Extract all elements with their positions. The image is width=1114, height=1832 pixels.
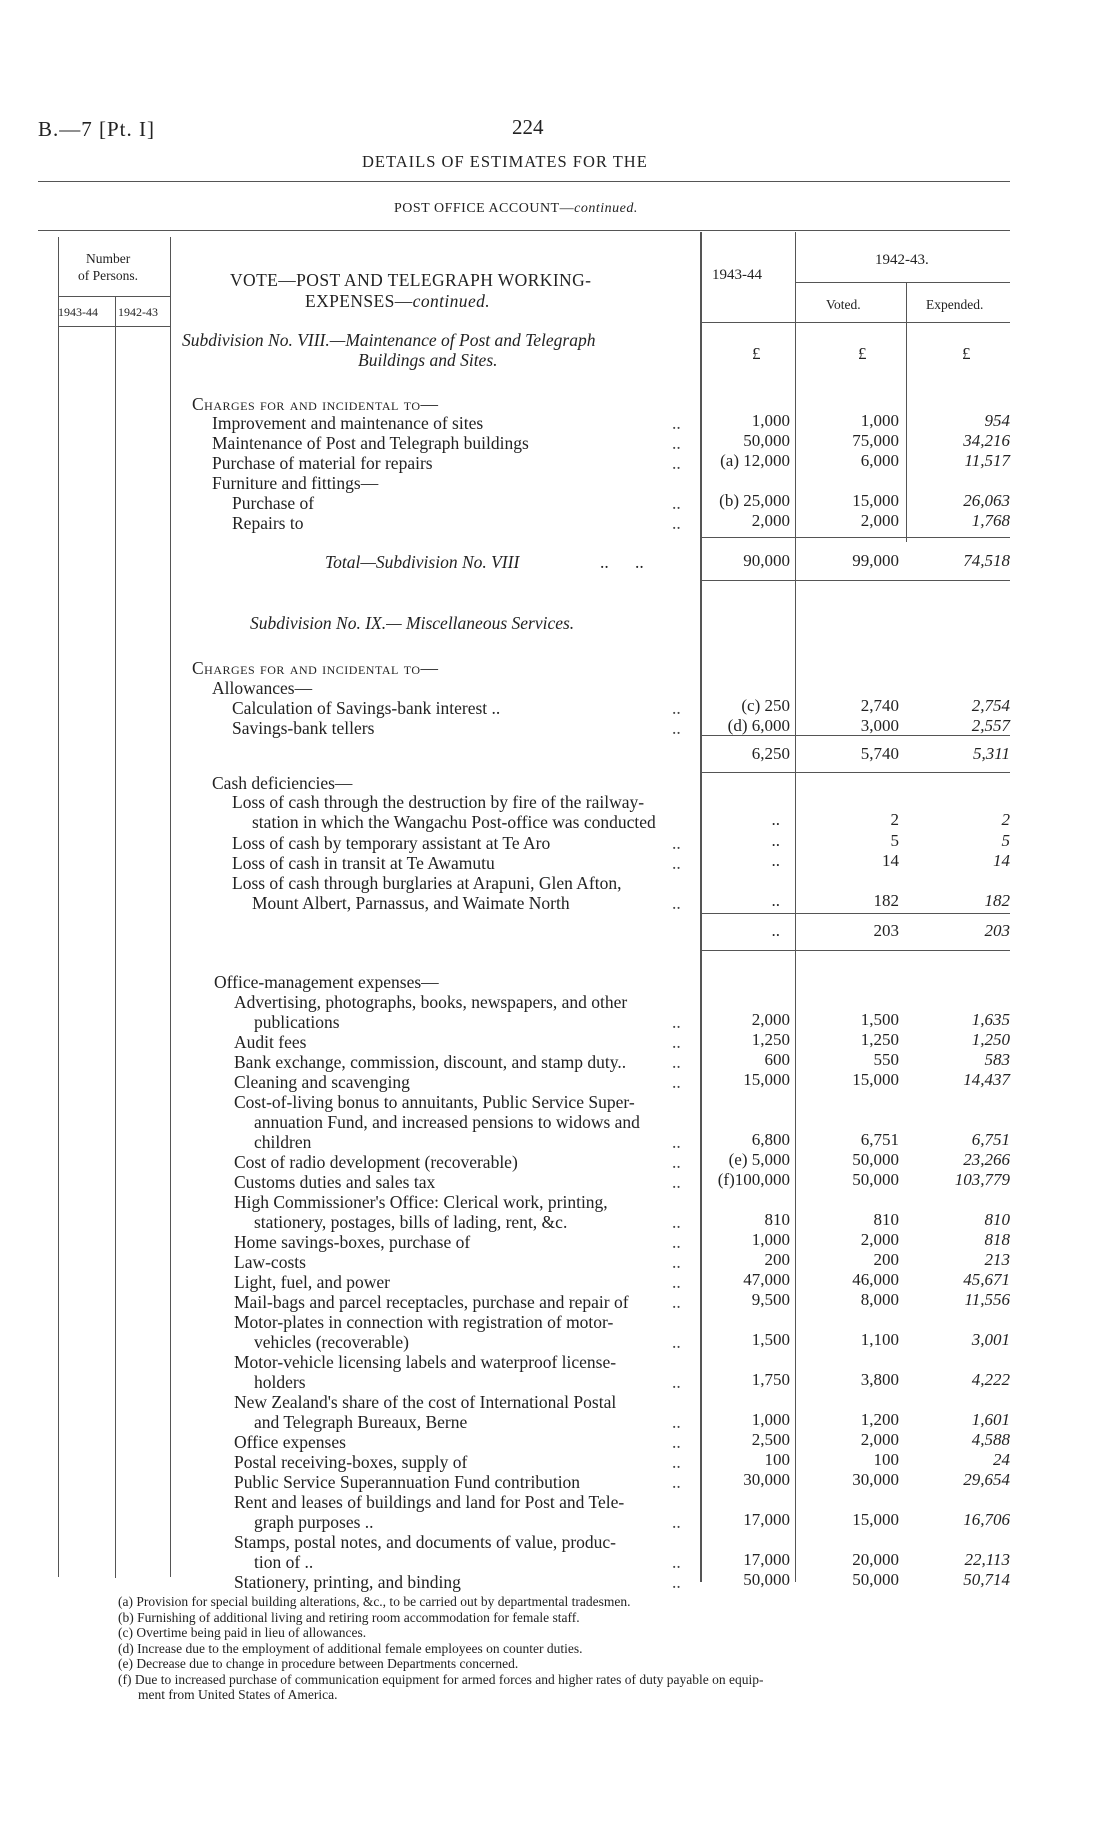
footnote: (d) Increase due to the employment of additional female employees on counter duties. bbox=[118, 1640, 583, 1656]
expended-1942-value: 11,556 bbox=[964, 1290, 1010, 1309]
sub8-total-voted: 99,000 bbox=[852, 551, 899, 570]
office-row-label: Bank exchange, commission, discount, and stamp duty.. bbox=[234, 1052, 627, 1072]
voted-1942-value: 1,100 bbox=[860, 1330, 899, 1349]
sub8-row-label: Purchase of bbox=[232, 493, 315, 513]
estimate-1943-value: .. bbox=[771, 831, 780, 850]
sub8-total-est: 90,000 bbox=[743, 551, 790, 570]
voted-1942-value: 550 bbox=[873, 1050, 899, 1069]
col-header-voted: Voted. bbox=[826, 297, 861, 312]
office-row-label: Public Service Superannuation Fund contribution bbox=[234, 1472, 581, 1492]
expended-1942-value: 4,588 bbox=[971, 1430, 1010, 1449]
allow-pre-total-rule bbox=[700, 735, 1010, 736]
voted-1942-value: 46,000 bbox=[852, 1270, 899, 1289]
office-row-label-cont: annuation Fund, and increased pensions to widows and bbox=[254, 1112, 640, 1132]
voted-1942-value: 75,000 bbox=[852, 431, 899, 450]
estimate-1943-value: 6,800 bbox=[751, 1130, 790, 1149]
expended-1942-value: 24 bbox=[993, 1450, 1010, 1469]
office-row-label: Stamps, postal notes, and documents of value, produc- bbox=[234, 1532, 617, 1552]
expended-1942-value: 22,113 bbox=[964, 1550, 1010, 1569]
sub8-row-label: Repairs to bbox=[232, 513, 304, 533]
sub8-post-total-rule bbox=[700, 580, 1010, 581]
allow-total-voted: 5,740 bbox=[860, 744, 899, 763]
persons-header-rule bbox=[58, 296, 170, 297]
voted-left-rule bbox=[795, 232, 796, 1582]
dot-leader: .. bbox=[672, 853, 681, 873]
expended-1942-value: 182 bbox=[984, 891, 1010, 910]
expended-1942-value: 2,557 bbox=[971, 716, 1010, 735]
estimate-1943-value: 15,000 bbox=[743, 1070, 790, 1089]
office-row-label-cont: publications bbox=[254, 1012, 340, 1032]
expended-1942-value: 213 bbox=[984, 1250, 1010, 1269]
vote-title-continued: continued. bbox=[412, 291, 491, 311]
expended-1942-value: 3,001 bbox=[971, 1330, 1010, 1349]
dot-leader: .. bbox=[672, 1332, 681, 1352]
cash-row-label: Loss of cash in transit at Te Awamutu bbox=[232, 853, 495, 873]
cash-total-exp: 203 bbox=[984, 921, 1010, 940]
dot-leader: .. bbox=[672, 1292, 681, 1312]
sub9-charges-heading: Charges for and incidental to— bbox=[192, 658, 439, 678]
voted-1942-value: 3,800 bbox=[860, 1370, 899, 1389]
estimate-1943-value: .. bbox=[771, 851, 780, 870]
voted-1942-value: 20,000 bbox=[852, 1550, 899, 1569]
expended-1942-value: 16,706 bbox=[963, 1510, 1010, 1529]
office-row-label: Home savings-boxes, purchase of bbox=[234, 1232, 471, 1252]
expended-1942-value: 2,754 bbox=[971, 696, 1010, 715]
col-header-1942: 1942-43. bbox=[875, 252, 929, 268]
office-row-label-cont: graph purposes .. bbox=[254, 1512, 374, 1532]
sub8-pre-total-rule bbox=[700, 537, 1010, 538]
expended-1942-value: 1,768 bbox=[971, 511, 1010, 530]
voted-1942-value: 2,000 bbox=[860, 511, 899, 530]
dot-leader: .. bbox=[672, 718, 681, 738]
dot-leader: .. bbox=[672, 893, 681, 913]
sub8-title: Subdivision No. VIII.—Maintenance of Post and Telegraph bbox=[182, 330, 596, 350]
vote-title-2 bbox=[305, 291, 490, 312]
estimate-1943-value: (a) 12,000 bbox=[720, 451, 790, 470]
cash-row-label-cont: station in which the Wangachu Post-office was conducted bbox=[252, 812, 656, 832]
sub8-total-label: Total—Subdivision No. VIII bbox=[325, 552, 520, 572]
cash-row-label: Loss of cash through the destruction by fire of the railway- bbox=[232, 792, 645, 812]
estimate-1943-value: 17,000 bbox=[743, 1550, 790, 1569]
office-row-label: Light, fuel, and power bbox=[234, 1272, 390, 1292]
office-row-label-cont: vehicles (recoverable) bbox=[254, 1332, 409, 1352]
voted-1942-value: 3,000 bbox=[860, 716, 899, 735]
dot-leader: .. bbox=[672, 1412, 681, 1432]
estimate-1943-value: 2,000 bbox=[751, 1010, 790, 1029]
dot-leader: .. bbox=[672, 1212, 681, 1232]
voted-1942-value: 1,500 bbox=[860, 1010, 899, 1029]
office-row-label: Cost of radio development (recoverable) bbox=[234, 1152, 518, 1172]
sub9-title: Subdivision No. IX.— Miscellaneous Services. bbox=[250, 613, 575, 633]
office-row-label: High Commissioner's Office: Clerical work, printing, bbox=[234, 1192, 608, 1212]
expended-1942-value: 1,250 bbox=[971, 1030, 1010, 1049]
office-row-label: Cost-of-living bonus to annuitants, Public Service Super- bbox=[234, 1092, 635, 1112]
office-row-label-cont: holders bbox=[254, 1372, 306, 1392]
expended-1942-value: 23,266 bbox=[963, 1150, 1010, 1169]
sub8-row-label: Improvement and maintenance of sites bbox=[212, 413, 484, 433]
cash-row-label: Loss of cash through burglaries at Arapuni, Glen Afton, bbox=[232, 873, 622, 893]
voted-1942-value: 1,000 bbox=[860, 411, 899, 430]
dot-leader: .. bbox=[672, 1452, 681, 1472]
office-row-label: New Zealand's share of the cost of International Postal bbox=[234, 1392, 617, 1412]
voted-1942-value: 50,000 bbox=[852, 1150, 899, 1169]
dot-leader: .. bbox=[672, 1252, 681, 1272]
persons-sub-rule bbox=[58, 326, 170, 327]
estimate-1943-value: 1,000 bbox=[751, 1410, 790, 1429]
voted-1942-value: 5 bbox=[890, 831, 899, 850]
dot-leader: .. bbox=[672, 433, 681, 453]
col-header-expended: Expended. bbox=[926, 297, 984, 312]
allow-total-est: 6,250 bbox=[751, 744, 790, 763]
dot-leader: .. bbox=[672, 513, 681, 533]
sub8-row-label: Purchase of material for repairs bbox=[212, 453, 433, 473]
expended-1942-value: 11,517 bbox=[964, 451, 1010, 470]
document-reference: B.—7 [Pt. I] bbox=[38, 117, 155, 141]
expended-1942-value: 14,437 bbox=[963, 1070, 1010, 1089]
estimate-1943-value: (d) 6,000 bbox=[727, 716, 790, 735]
expended-1942-value: 954 bbox=[984, 411, 1010, 430]
sub8-title-2: Buildings and Sites. bbox=[358, 350, 498, 370]
account-rule bbox=[38, 230, 1010, 231]
voted-1942-value: 200 bbox=[873, 1250, 899, 1269]
cash-total-est: .. bbox=[771, 921, 780, 940]
vote-title: VOTE—POST AND TELEGRAPH WORKING- bbox=[230, 270, 592, 290]
office-row-label: Advertising, photographs, books, newspapers, and other bbox=[234, 992, 628, 1012]
dot-leader: .. bbox=[672, 1052, 681, 1072]
voted-1942-value: 2 bbox=[890, 810, 899, 829]
office-heading: Office-management expenses— bbox=[214, 972, 439, 992]
expended-1942-value: 1,601 bbox=[971, 1410, 1010, 1429]
persons-col-1943: 1943-44 bbox=[58, 305, 98, 319]
sub8-charges-heading: Charges for and incidental to— bbox=[192, 394, 439, 414]
estimate-1943-value: 17,000 bbox=[743, 1510, 790, 1529]
estimate-1943-value: 50,000 bbox=[743, 431, 790, 450]
voted-1942-value: 50,000 bbox=[852, 1570, 899, 1589]
voted-1942-value: 15,000 bbox=[852, 491, 899, 510]
title-rule bbox=[38, 181, 1010, 182]
estimate-1943-value: 1,000 bbox=[751, 411, 790, 430]
dot-leader: .. bbox=[672, 1232, 681, 1252]
dot-leader: .. bbox=[672, 833, 681, 853]
footnote: (e) Decrease due to change in procedure between Departments concerned. bbox=[118, 1656, 519, 1671]
expended-left-rule bbox=[906, 282, 907, 542]
office-row-label: Audit fees bbox=[234, 1032, 307, 1052]
expended-1942-value: 29,654 bbox=[963, 1470, 1010, 1489]
expended-1942-value: 45,671 bbox=[963, 1270, 1010, 1289]
estimate-1943-value: (c) 250 bbox=[741, 696, 790, 715]
page-number: 224 bbox=[512, 115, 544, 139]
allowance-row-label: Calculation of Savings-bank interest .. bbox=[232, 698, 501, 718]
estimate-1943-value: 2,000 bbox=[751, 511, 790, 530]
account-name: POST OFFICE ACCOUNT— bbox=[394, 201, 575, 216]
estimate-1943-value: 810 bbox=[764, 1210, 790, 1229]
dot-leader: .. bbox=[672, 1032, 681, 1052]
dot-leader: .. bbox=[672, 1372, 681, 1392]
persons-label: Number bbox=[86, 251, 131, 266]
currency-est: £ bbox=[752, 344, 761, 363]
account-title bbox=[394, 201, 638, 217]
footnote: ment from United States of America. bbox=[138, 1687, 338, 1702]
allowances-heading: Allowances— bbox=[212, 678, 313, 698]
footnote: (c) Overtime being paid in lieu of allowances. bbox=[118, 1625, 367, 1640]
estimate-1943-value: 9,500 bbox=[751, 1290, 790, 1309]
voted-1942-value: 6,751 bbox=[860, 1130, 899, 1149]
estimate-1943-value: 30,000 bbox=[743, 1470, 790, 1489]
dot-leader: .. bbox=[672, 1132, 681, 1152]
office-row-label: Office expenses bbox=[234, 1432, 346, 1452]
dot-leader: .. bbox=[672, 1432, 681, 1452]
estimate-1943-value: 2,500 bbox=[751, 1430, 790, 1449]
expended-1942-value: 810 bbox=[984, 1210, 1010, 1229]
voted-1942-value: 1,200 bbox=[860, 1410, 899, 1429]
sub8-row-label: Maintenance of Post and Telegraph buildings bbox=[212, 433, 529, 453]
office-row-label: Customs duties and sales tax bbox=[234, 1172, 436, 1192]
expended-1942-value: 583 bbox=[984, 1050, 1010, 1069]
estimate-1943-value: .. bbox=[771, 810, 780, 829]
expended-1942-value: 14 bbox=[993, 851, 1010, 870]
expended-1942-value: 1,635 bbox=[971, 1010, 1010, 1029]
dot-leader: .. bbox=[672, 1012, 681, 1032]
persons-label-2: of Persons. bbox=[78, 268, 138, 283]
dot-leader: .. bbox=[672, 1172, 681, 1192]
expended-1942-value: 50,714 bbox=[963, 1570, 1010, 1589]
col-header-rule bbox=[700, 322, 1010, 323]
voted-1942-value: 15,000 bbox=[852, 1070, 899, 1089]
voted-1942-value: 100 bbox=[873, 1450, 899, 1469]
voted-1942-value: 1,250 bbox=[860, 1030, 899, 1049]
voted-1942-value: 2,000 bbox=[860, 1430, 899, 1449]
dot-leader: .. bbox=[672, 1572, 681, 1592]
dot-leader: .. bbox=[672, 1512, 681, 1532]
estimate-1943-value: 200 bbox=[764, 1250, 790, 1269]
dot-leader: .. bbox=[672, 493, 681, 513]
voted-1942-value: 2,740 bbox=[860, 696, 899, 715]
dot-leader: .. bbox=[672, 1072, 681, 1092]
currency-expended: £ bbox=[962, 344, 971, 363]
estimate-1943-value: (b) 25,000 bbox=[719, 491, 790, 510]
voted-1942-value: 2,000 bbox=[860, 1230, 899, 1249]
voted-1942-value: 8,000 bbox=[860, 1290, 899, 1309]
office-row-label: Mail-bags and parcel receptacles, purchase and repair of bbox=[234, 1292, 629, 1312]
expended-1942-value: 5 bbox=[1001, 831, 1010, 850]
page-title: DETAILS OF ESTIMATES FOR THE bbox=[362, 152, 648, 171]
estimate-1943-value: 1,500 bbox=[751, 1330, 790, 1349]
estimate-1943-value: 50,000 bbox=[743, 1570, 790, 1589]
expended-1942-value: 34,216 bbox=[963, 431, 1010, 450]
voted-1942-value: 30,000 bbox=[852, 1470, 899, 1489]
office-row-label-cont: stationery, postages, bills of lading, rent, &c. bbox=[254, 1212, 568, 1232]
office-row-label: Motor-plates in connection with registration of motor- bbox=[234, 1312, 614, 1332]
persons-left-rule bbox=[58, 237, 59, 1577]
expended-1942-value: 6,751 bbox=[971, 1130, 1010, 1149]
office-row-label-cont: and Telegraph Bureaux, Berne bbox=[254, 1412, 468, 1432]
voted-1942-value: 15,000 bbox=[852, 1510, 899, 1529]
voted-1942-value: 6,000 bbox=[860, 451, 899, 470]
sub8-total-exp: 74,518 bbox=[963, 551, 1010, 570]
dot-leader: .. bbox=[672, 1152, 681, 1172]
cash-row-label-cont: Mount Albert, Parnassus, and Waimate North bbox=[252, 893, 570, 913]
persons-col-1942: 1942-43 bbox=[118, 305, 158, 319]
office-row-label: Stationery, printing, and binding bbox=[234, 1572, 461, 1592]
persons-mid-rule bbox=[115, 296, 116, 1578]
estimate-1943-value: 1,250 bbox=[751, 1030, 790, 1049]
persons-right-rule bbox=[170, 237, 171, 1577]
dot-leader: .. bbox=[672, 1472, 681, 1492]
estimate-left-rule bbox=[700, 232, 702, 1582]
account-continued: continued. bbox=[574, 201, 638, 216]
expended-1942-value: 4,222 bbox=[971, 1370, 1010, 1389]
estimate-1943-value: 1,750 bbox=[751, 1370, 790, 1389]
estimate-1943-value: 600 bbox=[764, 1050, 790, 1069]
expended-1942-value: 103,779 bbox=[954, 1170, 1010, 1189]
sub8-row-label: Furniture and fittings— bbox=[212, 473, 379, 493]
allow-post-total-rule bbox=[700, 772, 1010, 773]
vote-title-expenses: EXPENSES— bbox=[305, 291, 413, 311]
office-row-label-cont: tion of .. bbox=[254, 1552, 314, 1572]
office-row-label: Rent and leases of buildings and land for Post and Tele- bbox=[234, 1492, 625, 1512]
expended-1942-value: 26,063 bbox=[963, 491, 1010, 510]
footnote: (a) Provision for special building alterations, &c., to be carried out by departmental tradesmen. bbox=[118, 1594, 631, 1609]
col-header-1943: 1943-44 bbox=[712, 267, 762, 283]
office-row-label-cont: children bbox=[254, 1132, 312, 1152]
estimate-1943-value: 47,000 bbox=[743, 1270, 790, 1289]
dot-leader: .. bbox=[672, 698, 681, 718]
voted-1942-value: 14 bbox=[882, 851, 899, 870]
footnote: (b) Furnishing of additional living and retiring room accommodation for female staff. bbox=[118, 1609, 580, 1625]
cash-pre-total-rule bbox=[700, 913, 1010, 914]
office-row-label: Motor-vehicle licensing labels and waterproof license- bbox=[234, 1352, 617, 1372]
voted-1942-value: 810 bbox=[873, 1210, 899, 1229]
voted-1942-value: 182 bbox=[873, 891, 899, 910]
voted-1942-value: 50,000 bbox=[852, 1170, 899, 1189]
office-row-label: Postal receiving-boxes, supply of bbox=[234, 1452, 468, 1472]
dot-leader: .. bbox=[672, 1552, 681, 1572]
expended-1942-value: 818 bbox=[984, 1230, 1010, 1249]
allowance-row-label: Savings-bank tellers bbox=[232, 718, 375, 738]
estimate-1943-value: 1,000 bbox=[751, 1230, 790, 1249]
dot-leader: .. bbox=[672, 413, 681, 433]
footnote: (f) Due to increased purchase of communication equipment for armed forces and higher rates of duty payable on equip- bbox=[118, 1671, 764, 1687]
estimate-1943-value: .. bbox=[771, 891, 780, 910]
cash-row-label: Loss of cash by temporary assistant at Te Aro bbox=[232, 833, 551, 853]
office-row-label: Cleaning and scavenging bbox=[234, 1072, 410, 1092]
estimate-1943-value: (f)100,000 bbox=[717, 1170, 790, 1189]
cash-total-voted: 203 bbox=[873, 921, 899, 940]
col-1942-rule bbox=[796, 282, 1010, 283]
estimate-1943-value: (e) 5,000 bbox=[728, 1150, 790, 1169]
dot-leader: .. bbox=[672, 453, 681, 473]
office-row-label: Law-costs bbox=[234, 1252, 306, 1272]
cash-heading: Cash deficiencies— bbox=[212, 773, 353, 793]
dot-leader: .. bbox=[672, 1272, 681, 1292]
cash-post-total-rule bbox=[700, 950, 1010, 951]
expended-1942-value: 2 bbox=[1001, 810, 1010, 829]
currency-voted: £ bbox=[858, 344, 867, 363]
allow-total-exp: 5,311 bbox=[973, 744, 1010, 763]
estimate-1943-value: 100 bbox=[764, 1450, 790, 1469]
sub8-total-leader: .. .. bbox=[600, 552, 644, 572]
